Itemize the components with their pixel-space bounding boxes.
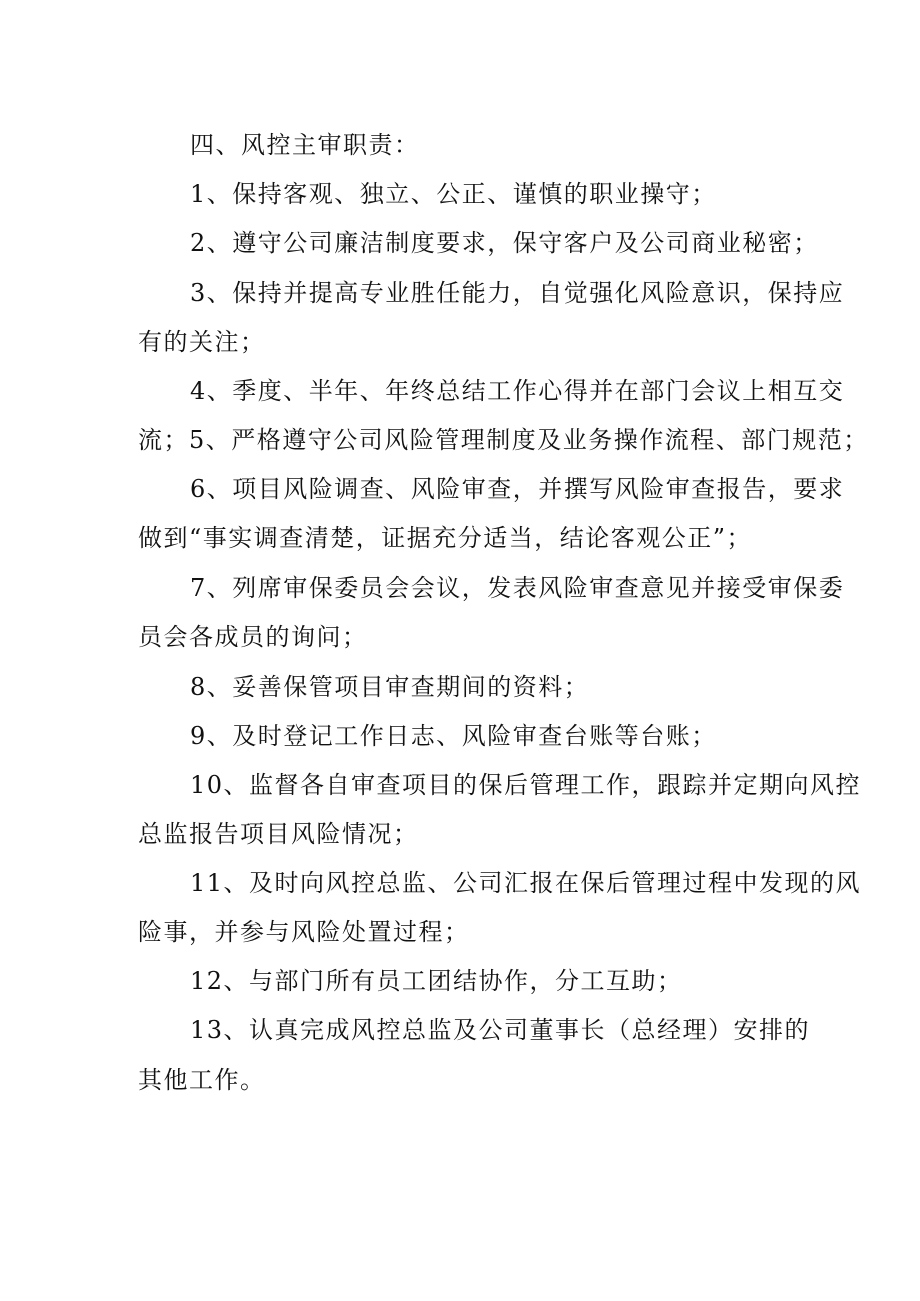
duty-line-4-cont: 流；5、严格遵守公司风险管理制度及业务操作流程、部门规范； bbox=[138, 426, 869, 454]
section-heading: 四、风控主审职责： bbox=[190, 131, 420, 159]
duty-line-1: 1、保持客观、独立、公正、谨慎的职业操守； bbox=[190, 180, 717, 208]
duty-line-3-cont: 有的关注； bbox=[138, 328, 266, 356]
duty-line-7: 7、列席审保委员会会议，发表风险审查意见并接受审保委 bbox=[190, 574, 845, 602]
duty-line-10-cont: 总监报告项目风险情况； bbox=[138, 820, 419, 848]
duty-line-13-cont: 其他工作。 bbox=[138, 1066, 266, 1094]
duty-line-10: 10、监督各自审查项目的保后管理工作，跟踪并定期向风控 bbox=[190, 771, 862, 799]
duty-line-6-cont: 做到“事实调查清楚，证据充分适当，结论客观公正”； bbox=[138, 524, 753, 552]
duty-line-4: 4、季度、半年、年终总结工作心得并在部门会议上相互交 bbox=[190, 377, 845, 405]
duty-line-11: 11、及时向风控总监、公司汇报在保后管理过程中发现的风 bbox=[190, 869, 862, 897]
duty-line-6: 6、项目风险调查、风险审查，并撰写风险审查报告，要求 bbox=[190, 475, 845, 503]
duty-line-8: 8、妥善保管项目审查期间的资料； bbox=[190, 673, 590, 701]
duty-line-2: 2、遵守公司廉洁制度要求，保守客户及公司商业秘密； bbox=[190, 229, 819, 257]
duty-line-7-cont: 员会各成员的询问； bbox=[138, 623, 368, 651]
duty-line-13: 13、认真完成风控总监及公司董事长（总经理）安排的 bbox=[190, 1016, 811, 1044]
duty-line-3: 3、保持并提高专业胜任能力，自觉强化风险意识，保持应 bbox=[190, 279, 845, 307]
duty-line-11-cont: 险事，并参与风险处置过程； bbox=[138, 918, 470, 946]
duty-line-9: 9、及时登记工作日志、风险审查台账等台账； bbox=[190, 722, 717, 750]
duty-line-12: 12、与部门所有员工团结协作，分工互助； bbox=[190, 967, 683, 995]
